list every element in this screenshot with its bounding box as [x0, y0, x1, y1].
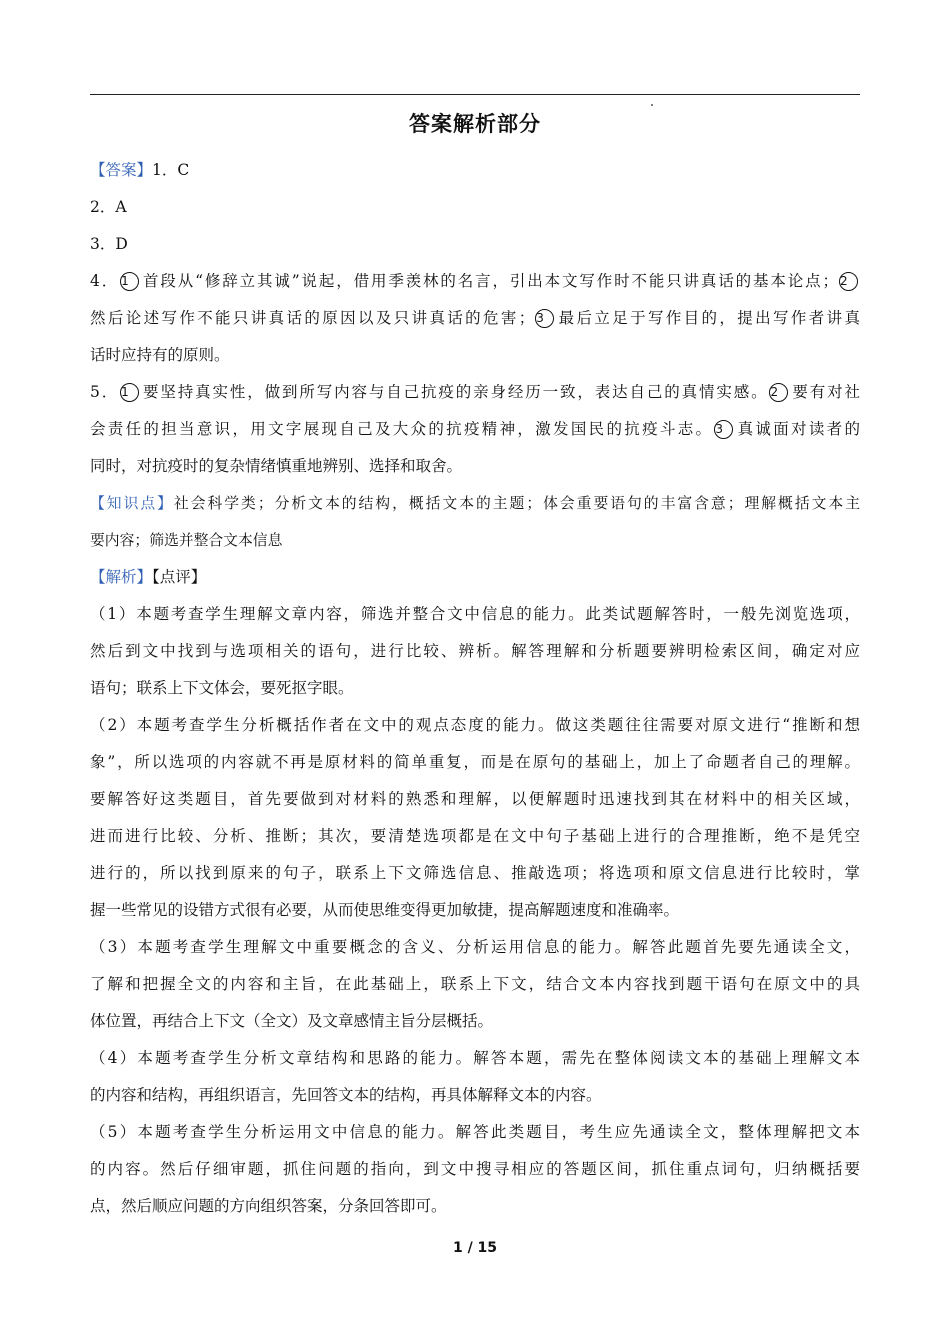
knowledge-line-1: 【知识点】社会科学类；分析文本的结构，概括文本的主题；体会重要语句的丰富含意；理解概括文本主	[90, 495, 860, 512]
answer-5-line-2: 会责任的担当意识，用文字展现自己及大众的抗疫精神，激发国民的抗疫斗志。 3 真诚面对读者的	[90, 420, 860, 438]
circled-number: 1	[120, 272, 139, 291]
analysis-p2-line: 握一些常见的设错方式很有必要，从而使思维变得更加敏捷，提高解题速度和准确率。	[90, 901, 680, 919]
answer-3: 3．D	[90, 235, 128, 253]
answer-1: 1．C	[152, 161, 190, 179]
knowledge-line-2: 要内容；筛选并整合文本信息	[90, 532, 283, 549]
stray-dot	[651, 104, 653, 106]
analysis-p3-line: （3）本题考查学生理解文中重要概念的含义、分析运用信息的能力。解答此题首先要先通读全文，	[90, 938, 860, 956]
page-number: 1 / 15	[452, 1240, 498, 1256]
circled-number: 3	[714, 420, 733, 439]
circled-number: 3	[535, 309, 554, 328]
analysis-p4-line: 的内容和结构，再组织语言，先回答文本的结构，再具体解释文本的内容。	[90, 1086, 602, 1104]
analysis-p5-line: 点，然后顺应问题的方向组织答案，分条回答即可。	[90, 1197, 447, 1215]
review-tag: 【点评】	[152, 568, 207, 586]
analysis-p2-line: 进而进行比较、分析、推断；其次，要清楚选项都是在文中句子基础上进行的合理推断，绝不是凭空	[90, 827, 860, 845]
analysis-p5-line: （5）本题考查学生分析运用文中信息的能力。解答此类题目，考生应先通读全文，整体理解把文本	[90, 1123, 860, 1141]
answer-tag: 【答案】	[90, 161, 153, 179]
answer-content	[90, 152, 860, 1225]
analysis-p1-line: 然后到文中找到与选项相关的语句，进行比较、辨析。解答理解和分析题要辨明检索区间，确定对应	[90, 642, 860, 660]
analysis-p2-line: 进行的，所以找到原来的句子，联系上下文筛选信息、推敲选项；将选项和原文信息进行比较时，掌	[90, 864, 860, 882]
knowledge-tag: 【知识点】	[90, 495, 174, 512]
circled-number: 2	[769, 383, 788, 402]
answer-4-line-3: 话时应持有的原则。	[90, 346, 230, 364]
analysis-header	[90, 559, 860, 596]
header-rule	[90, 94, 860, 95]
analysis-p3-line: 体位置，再结合上下文（全文）及文章感情主旨分层概括。	[90, 1012, 494, 1030]
analysis-p1-line: 语句；联系上下文体会，要死抠字眼。	[90, 679, 354, 697]
page-title: 答案解析部分	[409, 112, 541, 136]
analysis-tag: 【解析】	[90, 568, 153, 586]
circled-number: 2	[839, 272, 858, 291]
analysis-p3-line: 了解和把握全文的内容和主旨，在此基础上，联系上下文，结合文本内容找到题干语句在原文中的具	[90, 975, 860, 993]
circled-number: 1	[120, 383, 139, 402]
analysis-p2-line: 象”，所以选项的内容就不再是原材料的简单重复，而是在原句的基础上，加上了命题者自己的理解。	[90, 753, 860, 771]
answer-5-line-3: 同时，对抗疫时的复杂情绪慎重地辨别、选择和取舍。	[90, 457, 463, 475]
analysis-p4-line: （4）本题考查学生分析文章结构和思路的能力。解答本题，需先在整体阅读文本的基础上理解文本	[90, 1049, 860, 1067]
analysis-p2-line: （2）本题考查学生分析概括作者在文中的观点态度的能力。做这类题往往需要对原文进行“推断和想	[90, 716, 860, 734]
answer-4-line-2: 然后论述写作不能只讲真话的原因以及只讲真话的危害； 3 最后立足于写作目的，提出写作者讲真	[90, 309, 860, 327]
answer-2: 2．A	[90, 198, 127, 216]
analysis-p5-line: 的内容。然后仔细审题，抓住问题的指向，到文中搜寻相应的答题区间，抓住重点词句，归纳概括要	[90, 1160, 860, 1178]
answer-line-1	[90, 152, 860, 189]
analysis-p1-line: （1）本题考查学生理解文章内容，筛选并整合文中信息的能力。此类试题解答时，一般先浏览选项，	[90, 605, 860, 623]
answer-5-line-1: 5． 1 要坚持真实性，做到所写内容与自己抗疫的亲身经历一致，表达自己的真情实感。 2 要有对社	[90, 383, 860, 401]
analysis-p2-line: 要解答好这类题目，首先要做到对材料的熟悉和理解，以便解题时迅速找到其在材料中的相关区域，	[90, 790, 860, 808]
answer-4-line-1: 4． 1 首段从“修辞立其诚”说起，借用季羡林的名言，引出本文写作时不能只讲真话的基本论点； 2	[90, 263, 860, 300]
